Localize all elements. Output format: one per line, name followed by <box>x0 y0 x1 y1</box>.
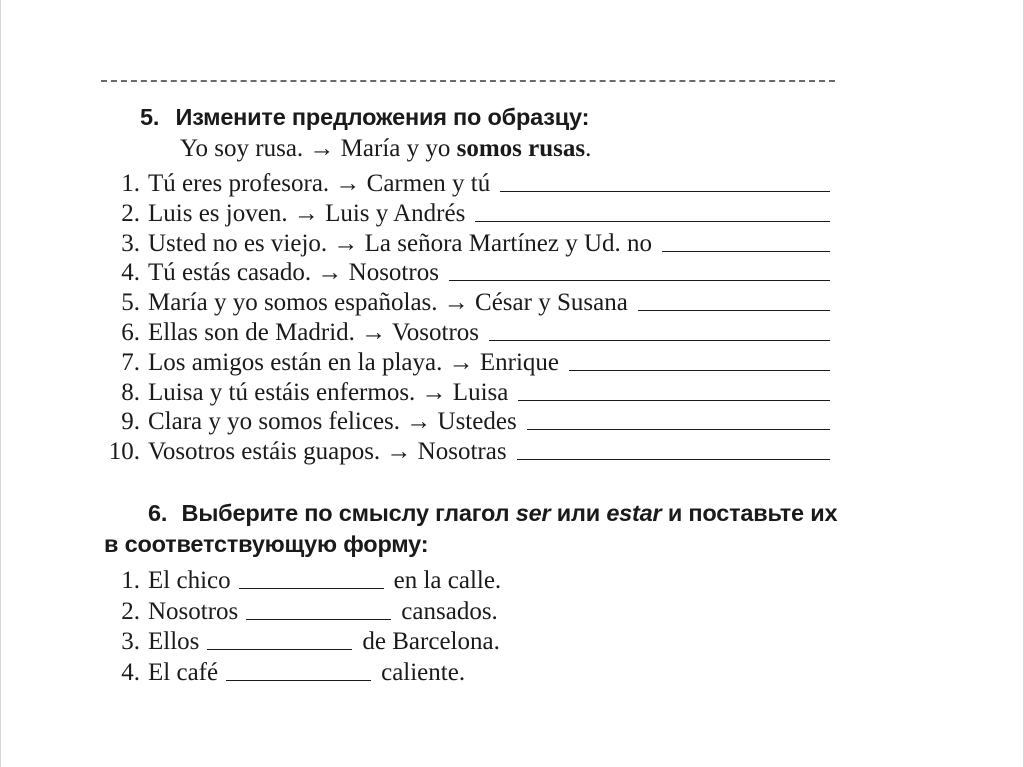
answer-blank[interactable] <box>239 588 384 589</box>
item-text-before: Nosotros <box>148 597 239 625</box>
answer-blank[interactable] <box>449 280 830 281</box>
item-text-before: El chico <box>148 567 231 594</box>
task-6-heading-line2 <box>104 531 428 558</box>
exercise-6-item <box>104 596 498 626</box>
exercise-5-item <box>104 317 830 347</box>
item-text: Tú estás casado. → Nosotros <box>148 259 439 287</box>
task-5-title: Измените предложения по образцу: <box>175 104 590 130</box>
item-text-after: cansados. <box>401 597 498 625</box>
answer-blank[interactable] <box>489 340 830 341</box>
item-number: 7. <box>121 348 140 376</box>
item-number: 3. <box>121 229 140 257</box>
item-text: Vosotros estáis guapos. → Nosotras <box>148 438 507 466</box>
exercise-6-item <box>104 565 501 595</box>
item-number: 9. <box>121 408 140 436</box>
item-number: 5. <box>121 289 140 317</box>
item-number: 8. <box>121 378 140 406</box>
exercise-5-item <box>104 287 830 317</box>
task-6-text-line2: в соответствующую форму: <box>104 531 429 557</box>
item-text-after: en la calle. <box>393 567 502 594</box>
task-6-number: 6. <box>148 500 168 526</box>
answer-blank[interactable] <box>662 251 830 252</box>
example-bold: somos rusas <box>456 135 586 162</box>
task-5-number: 5. <box>140 104 160 130</box>
item-text-after: de Barcelona. <box>362 628 500 655</box>
exercise-6-item <box>104 657 465 687</box>
item-text-after: caliente. <box>381 658 466 686</box>
item-text: Clara y yo somos felices. → Ustedes <box>148 408 517 436</box>
exercise-5-item <box>104 168 830 198</box>
item-text: Ellas son de Madrid. → Vosotros <box>148 319 480 346</box>
item-text: Usted no es viejo. → La señora Martínez y Ud. no <box>148 229 653 257</box>
exercise-5-item <box>104 257 830 287</box>
item-number: 1. <box>121 567 140 594</box>
task-5-heading <box>140 104 589 131</box>
item-number: 2. <box>121 597 140 625</box>
answer-blank[interactable] <box>569 370 830 371</box>
answer-blank[interactable] <box>475 221 830 222</box>
task-6-estar: estar <box>606 500 662 526</box>
answer-blank[interactable] <box>527 429 830 430</box>
answer-blank[interactable] <box>500 191 830 192</box>
task-6-ser: ser <box>515 500 551 526</box>
item-number: 4. <box>121 259 140 287</box>
task-6-text-a: Выберите по смыслу глагол <box>181 500 510 526</box>
item-number: 6. <box>121 319 140 346</box>
answer-blank[interactable] <box>246 619 391 620</box>
dashed-divider <box>101 80 835 82</box>
answer-blank[interactable] <box>638 310 830 311</box>
item-number: 10. <box>108 438 140 466</box>
item-number: 4. <box>121 658 140 686</box>
item-text: María y yo somos españolas. → César y Susana <box>148 289 628 317</box>
item-text-before: El café <box>148 658 219 686</box>
answer-blank[interactable] <box>226 680 371 681</box>
exercise-5-item <box>104 377 830 407</box>
answer-blank[interactable] <box>207 649 352 650</box>
item-text: Luis es joven. → Luis y Andrés <box>148 199 466 227</box>
item-number: 2. <box>121 199 140 227</box>
item-text: Los amigos están en la playa. → Enrique <box>148 348 559 376</box>
example-end: . <box>585 135 592 162</box>
answer-blank[interactable] <box>517 459 830 460</box>
task-6-text-c: и поставьте их <box>667 500 838 526</box>
exercise-5-item <box>104 198 830 228</box>
task-6-text-b: или <box>556 500 600 526</box>
item-number: 3. <box>121 628 140 655</box>
exercise-6-item <box>104 626 500 656</box>
item-text: Tú eres profesora. → Carmen y tú <box>148 170 491 197</box>
exercise-5-item <box>104 406 830 436</box>
example-start: Yo soy rusa. → María y yo <box>180 135 451 162</box>
answer-blank[interactable] <box>518 400 830 401</box>
exercise-5-item <box>104 347 830 377</box>
item-text: Luisa y tú estáis enfermos. → Luisa <box>148 378 509 406</box>
item-number: 1. <box>121 170 140 197</box>
task-5-example <box>180 135 591 163</box>
item-text-before: Ellos <box>148 628 200 655</box>
exercise-5-item <box>104 436 830 466</box>
task-6-heading-line1 <box>148 500 837 527</box>
exercise-5-item <box>104 228 830 258</box>
